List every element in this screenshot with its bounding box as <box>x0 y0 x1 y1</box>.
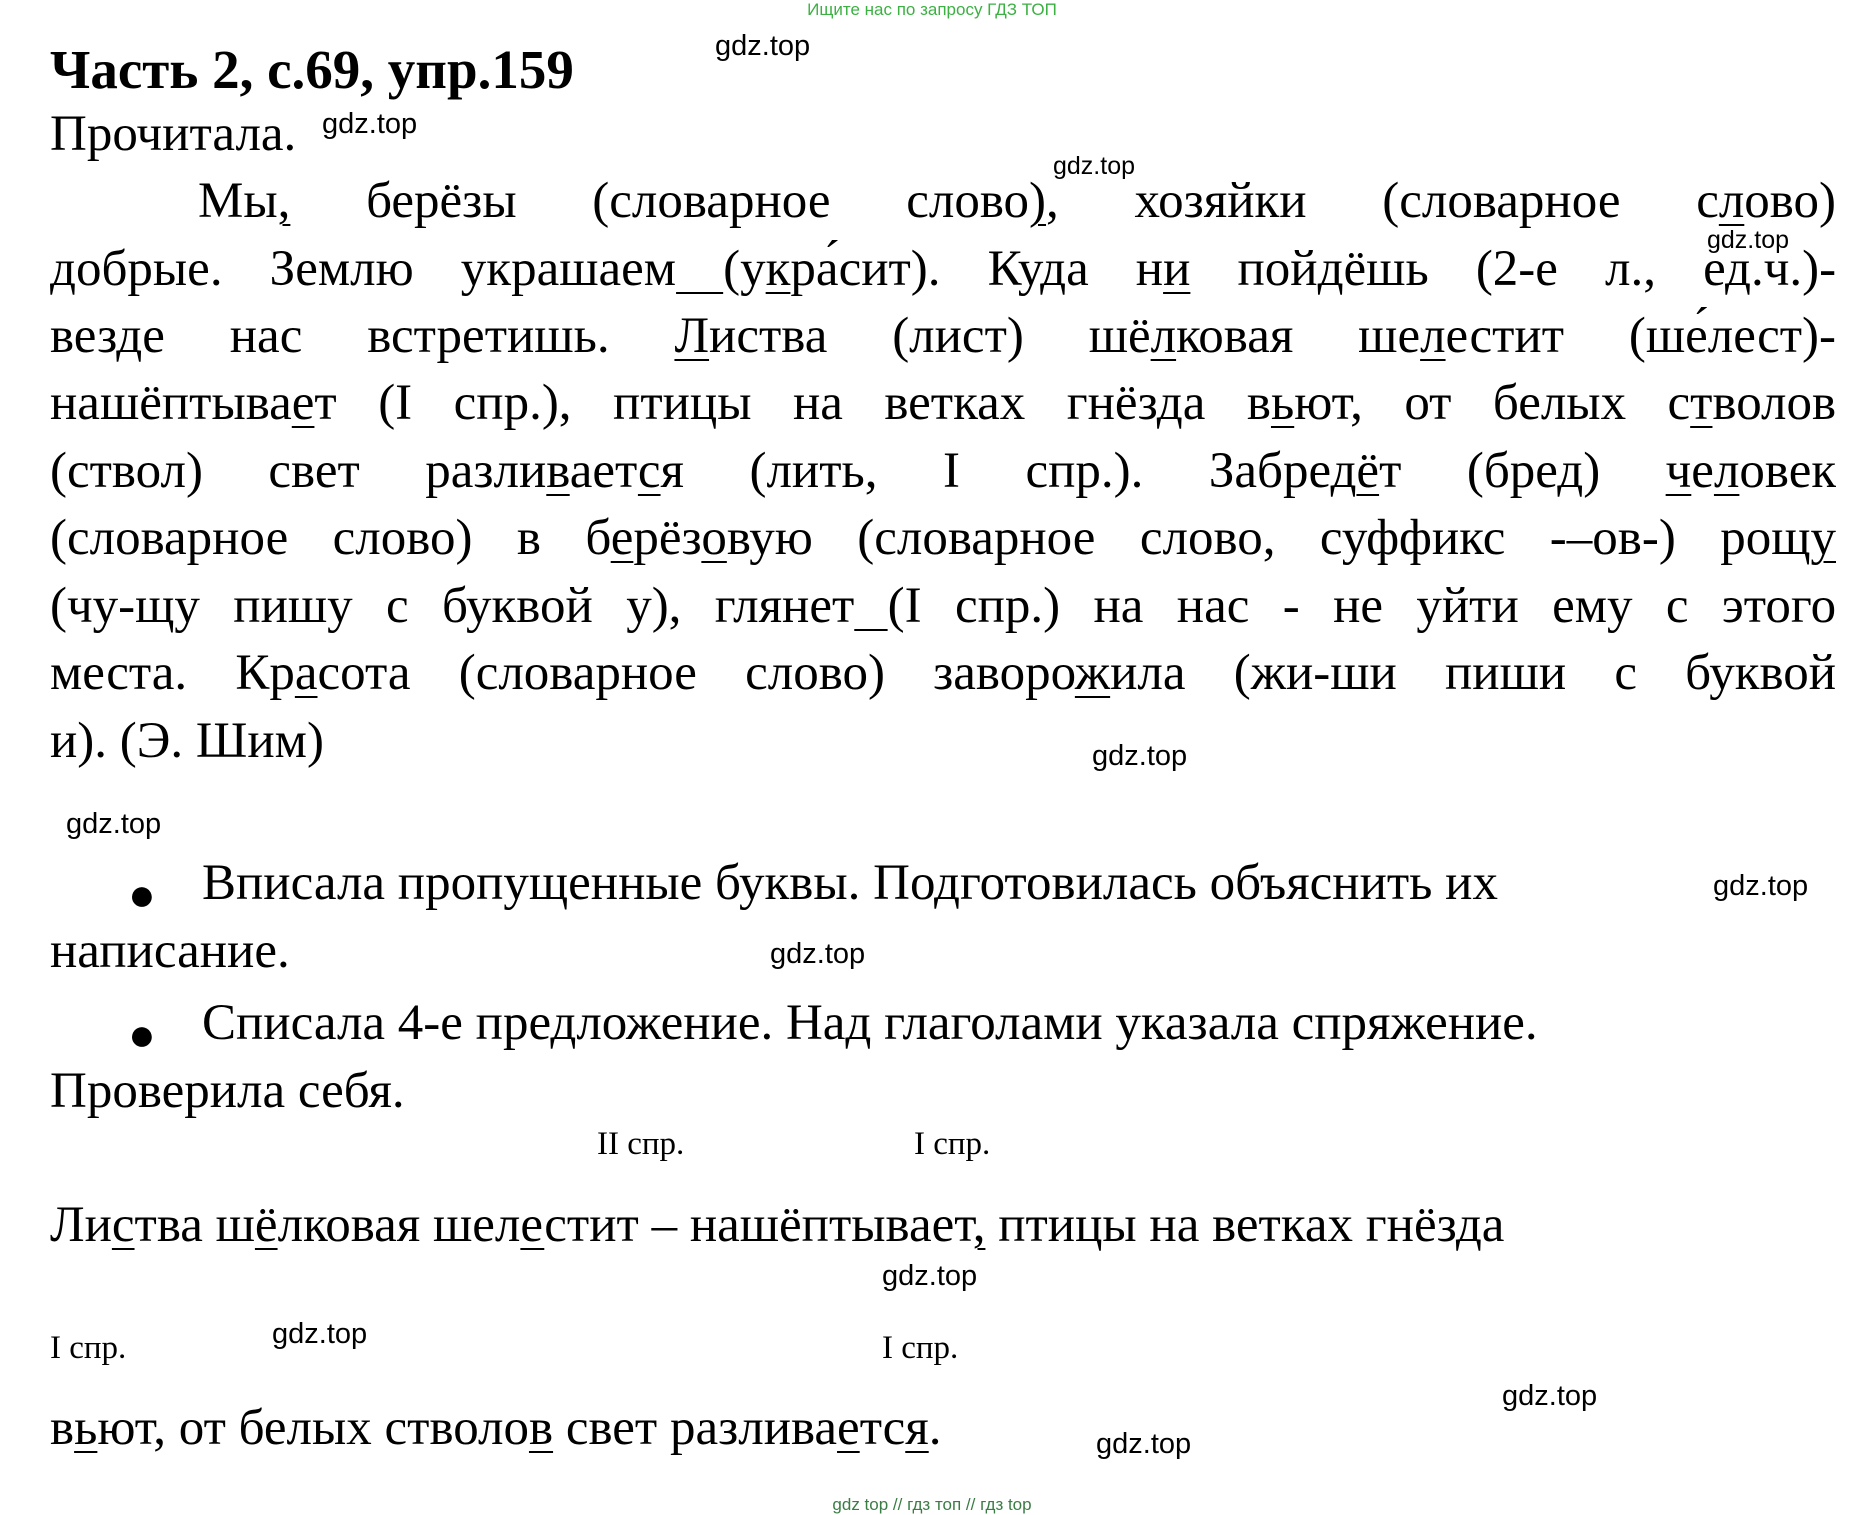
bullet-text: Проверила себя. <box>50 1063 405 1119</box>
watermark: gdz.top <box>1713 870 1809 902</box>
bullet-text: Списала 4-е предложение. Над глаголами указала спряжение. <box>202 995 1538 1051</box>
watermark: gdz.top <box>1053 152 1136 180</box>
conjugation-label: I спр. <box>914 1126 991 1162</box>
bullet-text: Вписала пропущенные буквы. Подготовилась объяснить их <box>202 855 1498 911</box>
text-line: (ствол) свет разливается (лить, I спр.). Забредёт (бред) человек <box>50 443 1836 499</box>
copied-sentence-line: вьют, от белых стволов свет разливается. <box>50 1400 942 1456</box>
read-label: Прочитала. <box>50 106 297 162</box>
text-line: везде нас встретишь. Листва (лист) шёлковая шелестит (шелест)- <box>50 308 1836 364</box>
text-line: добрые. Землю украшаем (украсит). Куда ни пойдёшь (2-е л., ед.ч.)- <box>50 241 1836 297</box>
text-line: места. Красота (словарное слово) заворожила (жи-ши пиши с буквой <box>50 645 1836 701</box>
watermark: gdz.top <box>66 808 162 840</box>
watermark: gdz.top <box>770 938 866 970</box>
conjugation-label: I спр. <box>50 1330 127 1366</box>
watermark: gdz.top <box>322 108 418 140</box>
watermark: gdz.top <box>715 30 811 62</box>
bullet-icon: ● <box>128 869 156 920</box>
watermark: gdz.top <box>1707 226 1790 254</box>
bottom-links[interactable]: gdz top // гдз топ // гдз top <box>832 1495 1032 1514</box>
text-line: Мы, берёзы (словарное слово), хозяйки (словарное слово) <box>198 173 1836 229</box>
bullet-icon: ● <box>128 1009 156 1060</box>
text-line: (чу-щу пишу с буквой у), глянет (I спр.) на нас - не уйти ему с этого <box>50 578 1836 634</box>
conjugation-label: II спр. <box>597 1126 685 1162</box>
conjugation-label: I спр. <box>882 1330 959 1366</box>
watermark: gdz.top <box>1502 1380 1598 1412</box>
watermark: gdz.top <box>1092 740 1188 772</box>
page-title: Часть 2, с.69, упр.159 <box>50 39 574 100</box>
copied-sentence-line: Листва шёлковая шелестит – нашёптывает, птицы на ветках гнёзда <box>50 1197 1505 1253</box>
top-search-link[interactable]: Ищите нас по запросу ГДЗ ТОП <box>807 0 1057 19</box>
watermark: gdz.top <box>882 1260 978 1292</box>
bullet-text: написание. <box>50 923 290 979</box>
watermark: gdz.top <box>1096 1428 1192 1460</box>
watermark: gdz.top <box>272 1318 368 1350</box>
text-line: и). (Э. Шим) <box>50 713 324 769</box>
text-line: (словарное слово) в берёзовую (словарное слово, суффикс -–ов-) рощу <box>50 510 1836 566</box>
text-line: нашёптывает (I спр.), птицы на ветках гнёзда вьют, от белых стволов <box>50 375 1836 431</box>
